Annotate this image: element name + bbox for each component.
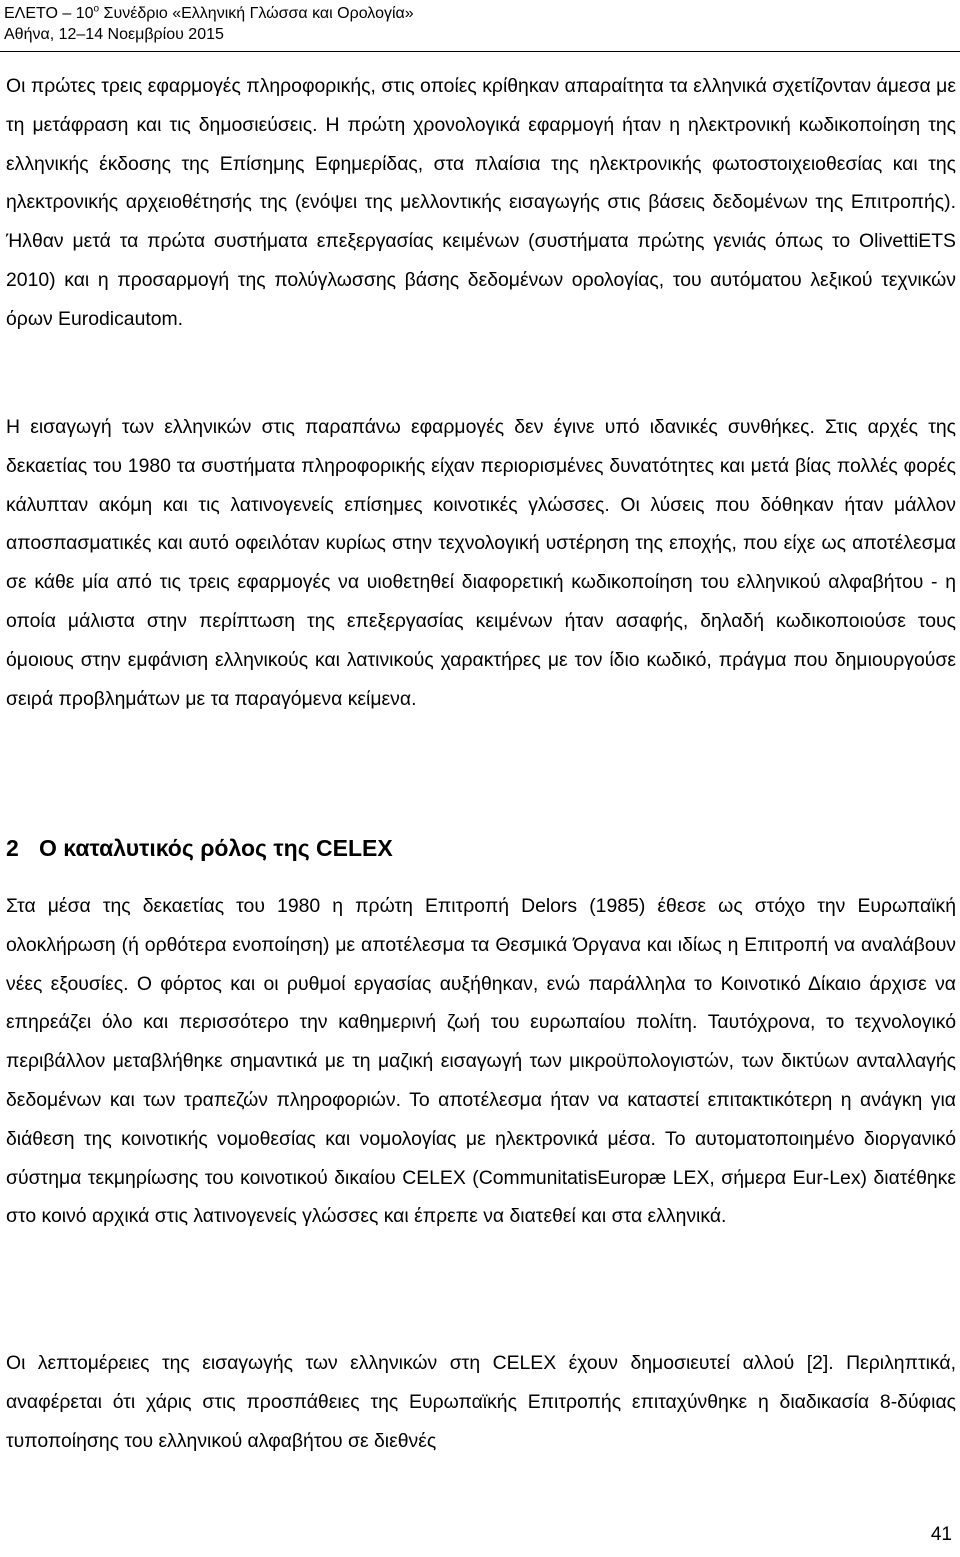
paragraph-2: Η εισαγωγή των ελληνικών στις παραπάνω εφαρμογές δεν έγινε υπό ιδανικές συνθήκες. Στις αρχές της δεκαετίας του 1980 τα συστήματα πληροφορικής είχαν περιορισμένες δυνατότητες και μετά βίας πολλές φορές κάλυπταν ακόμη και τις λατινογενείς επίσημες κοινοτικές γλώσσες. Οι λύσεις που δόθηκαν ήταν μάλλον αποσπασματικές και αυτό οφειλόταν κυρίως στην τεχνολογική υστέρηση της εποχής, που είχε ως αποτέλεσμα σε κάθε μία από τις τρεις εφαρμογές να υιοθετηθεί διαφορετική κωδικοποίηση του ελληνικού αλφαβήτου - η οποία μάλιστα στην περίπτωση της επεξεργασίας κειμένων ήταν ασαφής, δηλαδή κωδικοποιούσε τους όμοιους στην εμφάνιση ελληνικούς και λατινικούς χαρακτήρες με τον ίδιο κωδικό, πράγμα που δημιουργούσε σειρά προβλημάτων με τα παραγόμενα κείμενα.: [6, 416, 956, 710]
page-number: 41: [930, 1524, 952, 1545]
header-divider: [0, 51, 960, 52]
section-number: 2: [6, 835, 19, 861]
running-header: [4, 3, 414, 45]
paragraph-4: Οι λεπτομέρειες της εισαγωγής των ελληνικών στη CELEX έχουν δημοσιευτεί αλλού [2]. Περιληπτικά, αναφέρεται ότι χάρις στις προσπάθειες της Ευρωπαϊκής Επιτροπής επιταχύνθηκε η διαδικασία 8-δύφιας τυποποίησης του ελληνικού αλφαβήτου σε διεθνές: [6, 1352, 956, 1452]
conference-location-date: Αθήνα, 12–14 Νοεμβρίου 2015: [4, 26, 224, 43]
paragraph-3: Στα μέσα της δεκαετίας του 1980 η πρώτη Επιτροπή Delors (1985) έθεσε ως στόχο την Ευρωπαϊκή ολοκλήρωση (ή ορθότερα ενοποίηση) με αποτέλεσμα τα Θεσμικά Όργανα και ιδίως η Επιτροπή να αναλάβουν νέες εξουσίες. Ο φόρτος και οι ρυθμοί εργασίας αυξήθηκαν, ενώ παράλληλα το Κοινοτικό Δίκαιο άρχισε να επηρεάζει όλο και περισσότερο την καθημερινή ζωή του ευρωπαίου πολίτη. Ταυτόχρονα, το τεχνολογικό περιβάλλον μεταβλήθηκε σημαντικά με τη μαζική εισαγωγή των μικροϋπολογιστών, των δικτύων ανταλλαγής δεδομένων και των τραπεζών πληροφοριών. Το αποτέλεσμα ήταν να καταστεί επιτακτικότερη η ανάγκη για διάθεση της κοινοτικής νομοθεσίας και νομολογίας με ηλεκτρονικά μέσα. Το αυτοματοποιημένο διοργανικό σύστημα τεκμηρίωσης του κοινοτικού δικαίου CELEX (CommunitatisEuropæ LEX, σήμερα Eur-Lex) διατέθηκε στο κοινό αρχικά στις λατινογενείς γλώσσες και έπρεπε να διατεθεί και στα ελληνικά.: [6, 895, 956, 1228]
section-heading: [6, 829, 393, 867]
section-title: Ο καταλυτικός ρόλος της CELEX: [39, 835, 393, 861]
paragraph-1: Οι πρώτες τρεις εφαρμογές πληροφορικής, στις οποίες κρίθηκαν απαραίτητα τα ελληνικά σχετίζονταν άμεσα με τη μετάφραση και τις δημοσιεύσεις. Η πρώτη χρονολογικά εφαρμογή ήταν η ηλεκτρονική κωδικοποίηση της ελληνικής έκδοσης της Επίσημης Εφημερίδας, στα πλαίσια της ηλεκτρονικής φωτοστοιχειοθεσίας και της ηλεκτρονικής αρχειοθέτησής της (ενόψει της μελλοντικής εισαγωγής στις βάσεις δεδομένων της Επιτροπής). Ήλθαν μετά τα πρώτα συστήματα επεξεργασίας κειμένων (συστήματα πρώτης γενιάς όπως το OlivettiETS 2010) και η προσαρμογή της πολύγλωσσης βάσης δεδομένων ορολογίας, του αυτόματου λεξικού τεχνικών όρων Eurodicautom.: [6, 75, 956, 330]
conference-title: ΕΛΕΤΟ – $10^o$ Συνέδριο «Ελληνική Γλώσσα και Ορολογία»: [4, 3, 414, 22]
